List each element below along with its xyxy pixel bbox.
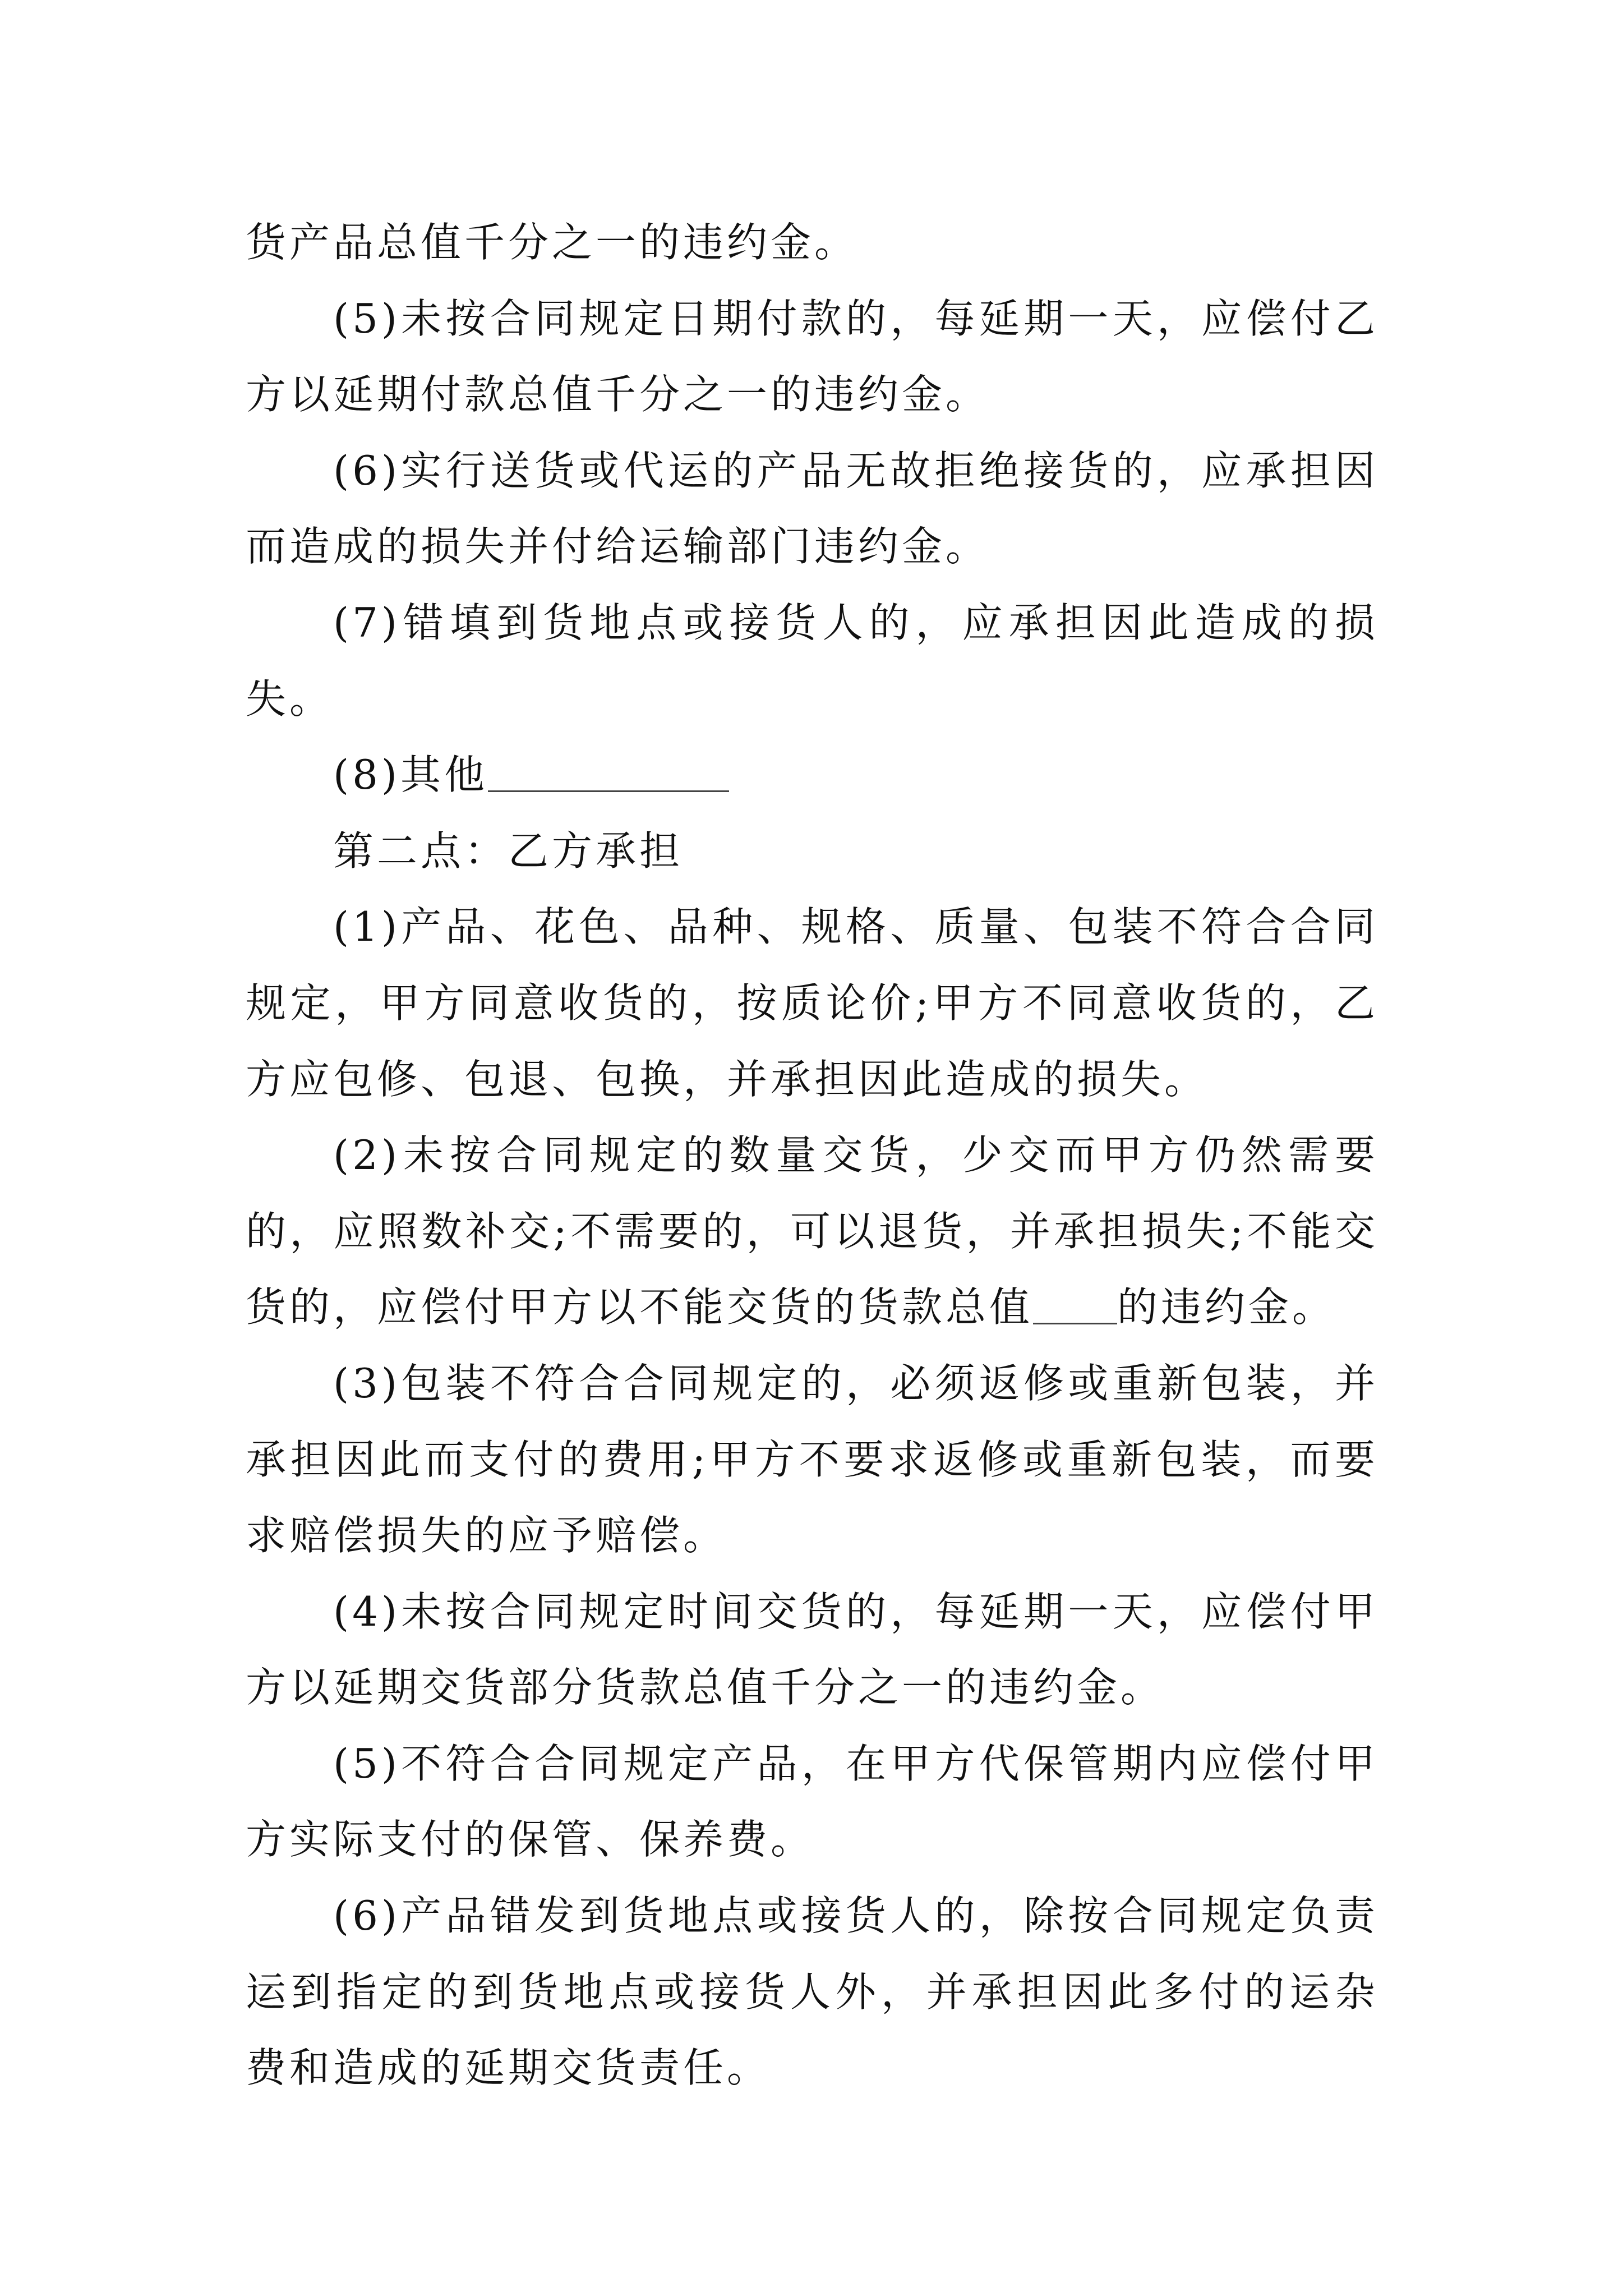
clause-b6-misdelivery: (6)产品错发到货地点或接货人的，除按合同规定负责运到指定的到货地点或接货人外，并承担因此多付的运杂费和造成的延期交货责任。 (246, 1892, 1378, 2092)
clause-a7-wrong-address: (7)错填到货地点或接货人的，应承担因此造成的损失。 (246, 599, 1378, 723)
clause-b2-quantity (246, 1117, 1378, 1346)
clause-b1-quality: (1)产品、花色、品种、规格、质量、包装不符合合同规定，甲方同意收货的，按质论价;甲方不同意收货的，乙方应包修、包退、包换，并承担因此造成的损失。 (246, 903, 1378, 1103)
section-heading-party-b: 第二点：乙方承担 (333, 827, 684, 875)
clause-b4-late-delivery: (4)未按合同规定时间交货的，每延期一天，应偿付甲方以延期交货部分货款总值千分之一的违约金。 (246, 1588, 1378, 1711)
fill-in-blank-other[interactable] (488, 750, 729, 792)
clause-b2-text-before: (2)未按合同规定的数量交货，少交而甲方仍然需要的，应照数补交;不需要的，可以退货，并承担损失;不能交货的，应偿付甲方以不能交货的货款总值 (246, 1131, 1378, 1331)
clause-a5-late-payment: (5)未按合同规定日期付款的，每延期一天，应偿付乙方以延期付款总值千分之一的违约金。 (246, 295, 1378, 418)
clause-a6-refuse-delivery: (6)实行送货或代运的产品无故拒绝接货的，应承担因而造成的损失并付给运输部门违约金。 (246, 447, 1378, 570)
clause-b5-storage-fee: (5)不符合合同规定产品，在甲方代保管期内应偿付甲方实际支付的保管、保养费。 (246, 1740, 1378, 1864)
clause-b2-text-after: 的违约金。 (1117, 1283, 1336, 1331)
fill-in-blank-penalty[interactable] (1033, 1282, 1117, 1324)
paragraph-continuation: 货产品总值千分之一的违约金。 (246, 219, 859, 266)
clause-b3-packaging: (3)包装不符合合同规定的，必须返修或重新包装，并承担因此而支付的费用;甲方不要求返修或重新包装，而要求赔偿损失的应予赔偿。 (246, 1359, 1378, 1559)
clause-a8-label: (8)其他 (333, 751, 488, 799)
clause-a8-other (246, 737, 1378, 813)
document-body (246, 205, 1378, 2106)
